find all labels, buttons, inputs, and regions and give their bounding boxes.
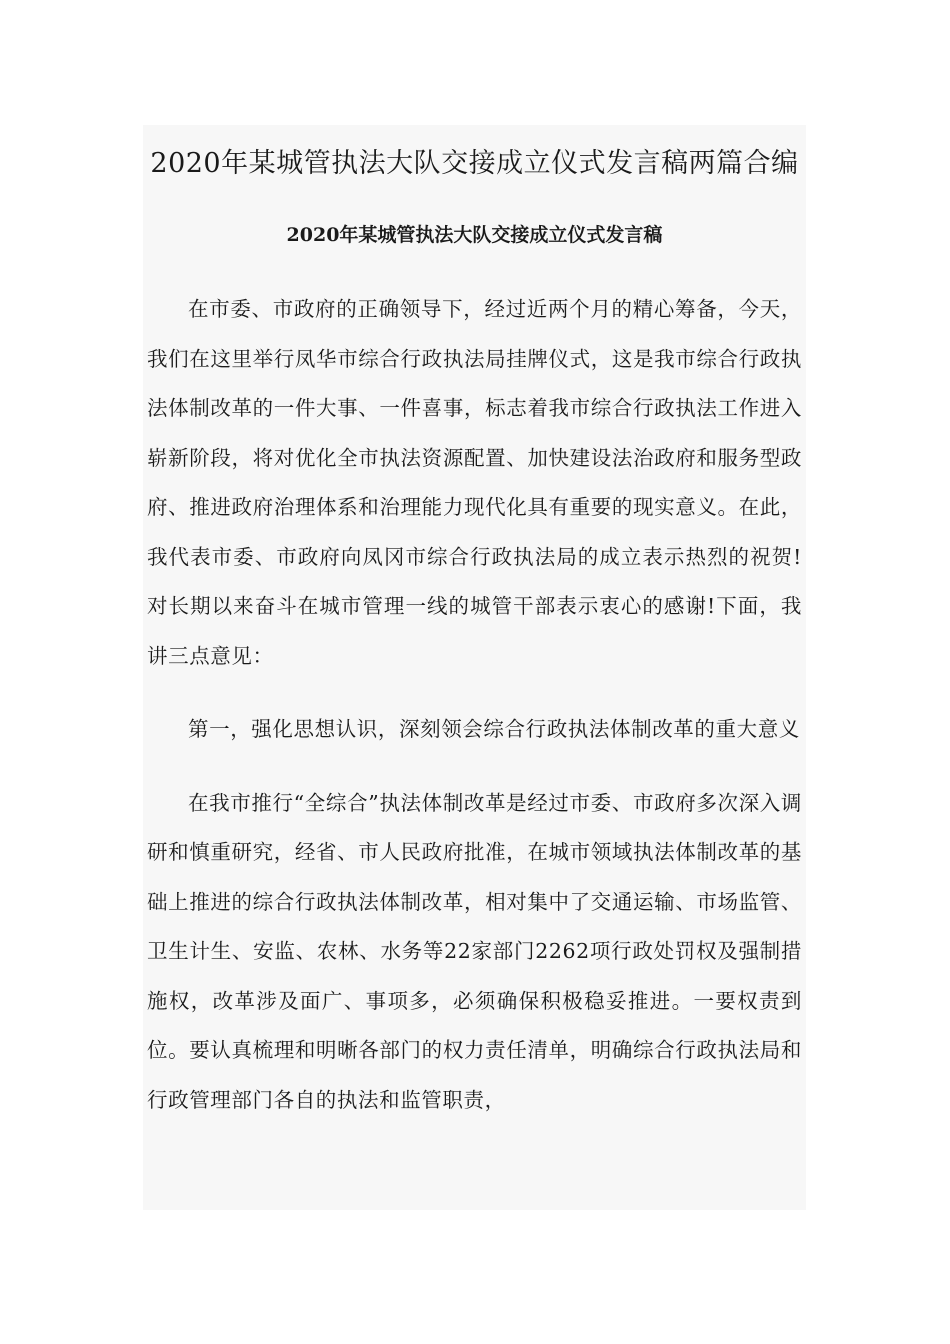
document-title: 2020年某城管执法大队交接成立仪式发言稿两篇合编 [150, 148, 799, 179]
paragraph-heading-first-point: 第一，强化思想认识，深刻领会综合行政执法体制改革的重大意义 [188, 717, 800, 741]
paragraph-opening: 在市委、市政府的正确领导下，经过近两个月的精心筹备，今天，我们在这里举行凤华市综合行政执法局挂牌仪式，这是我市综合行政执法体制改革的一件大事、一件喜事，标志着我市综合行政执法工作进入崭新阶段，将对优化全市执法资源配置、加快建设法治政府和服务型政府、推进政府治理体系和治理能力现代化具有重要的现实意义。在此，我代表市委、市政府向凤冈市综合行政执法局的成立表示热烈的祝贺!对长期以来奋斗在城市管理一线的城管干部表示衷心的感谢!下面，我讲三点意见： [147, 297, 802, 668]
document-subtitle: 2020年某城管执法大队交接成立仪式发言稿 [286, 224, 663, 246]
paragraph-reform-details: 在我市推行“全综合”执法体制改革是经过市委、市政府多次深入调研和慎重研究，经省、市人民政府批准，在城市领域执法体制改革的基础上推进的综合行政执法体制改革，相对集中了交通运输、市场监管、卫生计生、安监、农林、水务等22家部门2262项行政处罚权及强制措施权，改革涉及面广、事项多，必须确保积极稳妥推进。一要权责到位。要认真梳理和明晰各部门的权力责任清单，明确综合行政执法局和行政管理部门各自的执法和监管职责， [147, 790, 802, 1112]
document-page [143, 125, 806, 1210]
